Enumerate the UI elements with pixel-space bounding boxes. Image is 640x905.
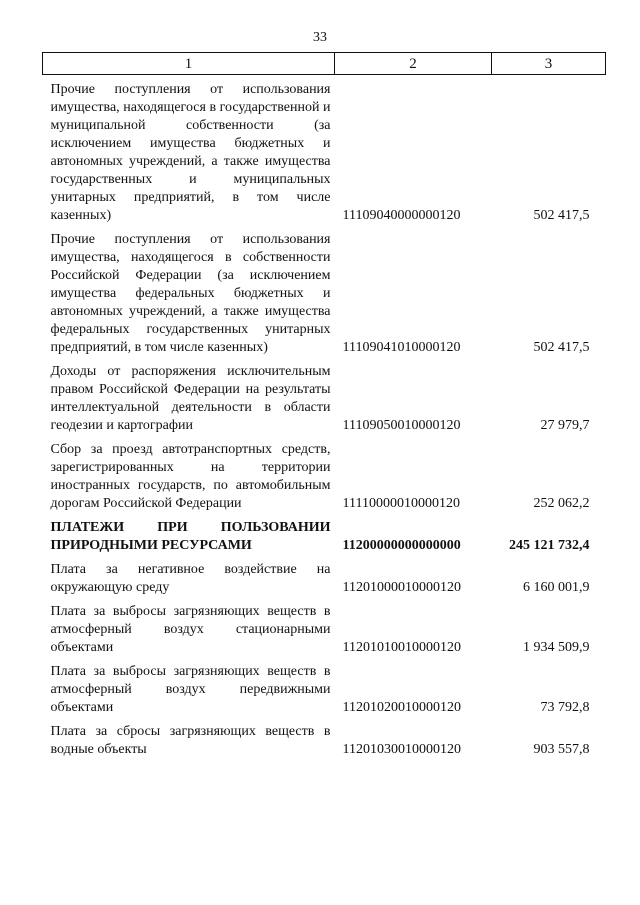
table-row: [43, 555, 606, 597]
row-amount: 1 934 509,9: [523, 640, 590, 655]
row-description: Плата за выбросы загрязняющих веществ в атмосферный воздух передвижными объектами: [50, 664, 331, 715]
table-row: [43, 435, 606, 513]
table-row: [43, 657, 606, 717]
table-row: [43, 717, 606, 759]
row-code: 11110000010000120: [342, 496, 460, 511]
revenue-table: [42, 52, 606, 759]
row-code: 11201010010000120: [342, 640, 461, 655]
row-code: 11109040000000120: [342, 208, 461, 223]
row-amount: 502 417,5: [533, 208, 590, 223]
row-amount: 903 557,8: [533, 742, 590, 757]
page-number: 33: [313, 30, 327, 45]
table-row: [43, 225, 606, 357]
row-description: Сбор за проезд автотранспортных средств, зарегистрированных на территории иностранных государств, по автомобильным дорогам Российской Федерации: [50, 442, 331, 511]
row-amount: 73 792,8: [540, 700, 590, 715]
table-row: [43, 357, 606, 435]
row-amount: 245 121 732,4: [509, 538, 590, 553]
row-description: ПЛАТЕЖИ ПРИ ПОЛЬЗОВАНИИ ПРИРОДНЫМИ РЕСУРСАМИ: [50, 520, 331, 553]
table-header: [43, 53, 606, 75]
row-description: Плата за сбросы загрязняющих веществ в водные объекты: [50, 724, 331, 757]
row-amount: 6 160 001,9: [523, 580, 590, 595]
column-header-2: 2: [335, 53, 492, 75]
row-description: Плата за негативное воздействие на окружающую среду: [50, 562, 331, 595]
row-description: Прочие поступления от использования имущества, находящегося в государственной и муниципальной собственности (за исключением имущества бюджетных и автономных учреждений, а также имущества государственных и муниципальных унитарных предприятий, в том числе казенных): [50, 82, 331, 223]
row-code: 11201030010000120: [342, 742, 461, 757]
table-row: [43, 597, 606, 657]
row-description: Плата за выбросы загрязняющих веществ в атмосферный воздух стационарными объектами: [50, 604, 331, 655]
row-code: 11109041010000120: [342, 340, 461, 355]
column-header-3: 3: [492, 53, 606, 75]
table-row-section-heading: [43, 513, 606, 555]
row-amount: 27 979,7: [540, 418, 590, 433]
table-row: [43, 75, 606, 226]
row-description: Прочие поступления от использования имущества, находящегося в собственности Российской Федерации (за исключением имущества федеральных бюджетных и автономных учреждений, а также имущества федеральных государственных унитарных предприятий, в том числе казенных): [50, 232, 331, 355]
row-code: 11109050010000120: [342, 418, 461, 433]
column-header-1: 1: [43, 53, 335, 75]
row-amount: 252 062,2: [533, 496, 590, 511]
row-code: 11201000010000120: [342, 580, 461, 595]
row-amount: 502 417,5: [533, 340, 590, 355]
row-description: Доходы от распоряжения исключительным правом Российской Федерации на результаты интеллектуальной деятельности в области геодезии и картографии: [50, 364, 331, 433]
row-code: 11200000000000000: [342, 538, 461, 553]
row-code: 11201020010000120: [342, 700, 461, 715]
